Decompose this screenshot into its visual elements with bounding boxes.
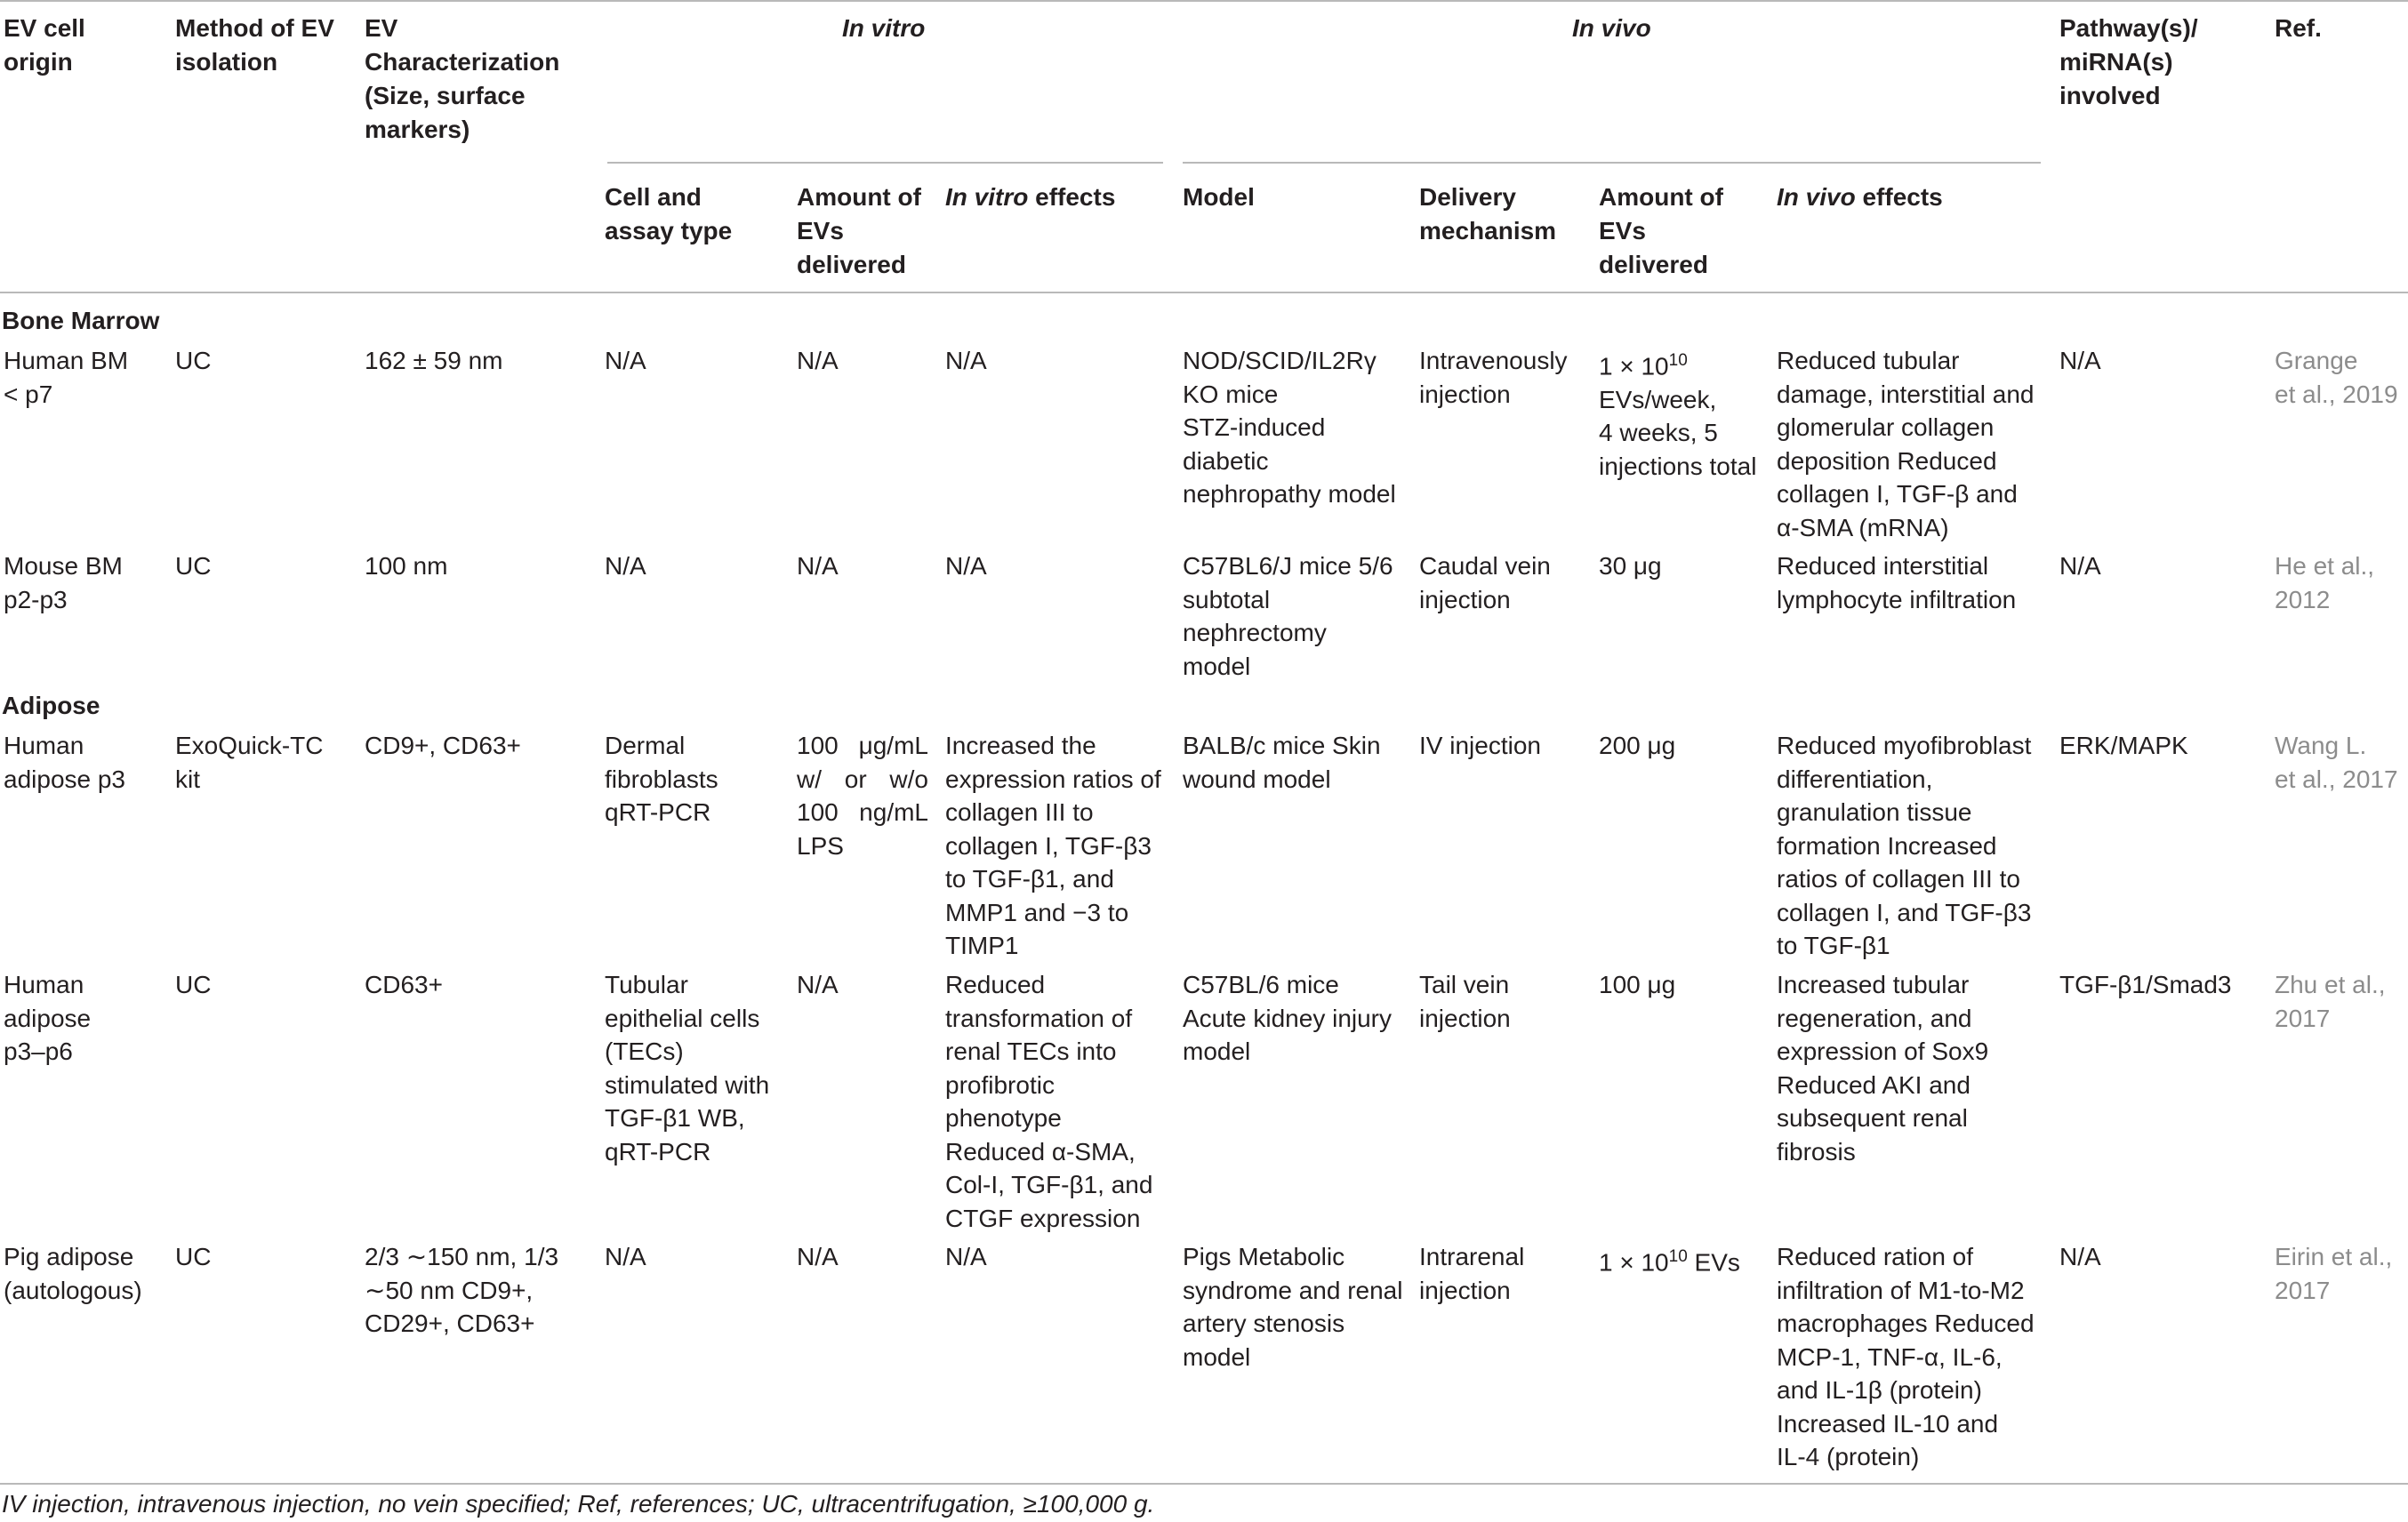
cell-line: injection <box>1419 1276 1511 1304</box>
cell-line: fibroblasts <box>605 765 718 793</box>
row-human-bm-characterization <box>365 344 502 378</box>
cell-line: 4 weeks, 5 <box>1599 419 1718 447</box>
row-human-adipose-p3p6-pathway <box>2059 968 2231 1002</box>
cell-line: Caudal vein <box>1419 552 1551 580</box>
cell-line: diabetic <box>1183 446 1269 475</box>
cell-line: Increased tubular <box>1777 971 1970 998</box>
cell-line: 30 μg <box>1599 552 1662 580</box>
header-method-of-ev-isolation: Method of EV isolation <box>175 14 334 76</box>
cell-line: IV injection <box>1419 732 1541 759</box>
cell-line: N/A <box>797 971 839 998</box>
cell-line: NOD/SCID/IL2Rγ <box>1183 347 1377 374</box>
row-pig-adipose-delivery <box>1419 1240 1524 1307</box>
cell-line: to TGF-β1 <box>1777 932 1890 959</box>
cell-line: formation Increased <box>1777 831 1997 860</box>
cell-line: Intravenously <box>1419 347 1568 374</box>
cell-line: TGF-β1 WB, <box>605 1104 745 1132</box>
cell-line: < p7 <box>4 380 53 408</box>
amount-prefix: 1 × 10 <box>1599 1248 1669 1277</box>
header-amount-in-vivo: Amount of EVs delivered <box>1599 183 1723 278</box>
cell-line: N/A <box>2059 552 2101 580</box>
ref-line[interactable]: Grange <box>2275 347 2358 374</box>
cell-line: Col-I, TGF-β1, and <box>945 1171 1153 1198</box>
table-bottom-rule <box>0 1483 2408 1485</box>
ref-line[interactable]: Wang L. <box>2275 732 2367 759</box>
row-pig-adipose-amount-vivo <box>1599 1240 1740 1279</box>
header-in-vivo-effects-rest: effects <box>1855 183 1943 211</box>
row-human-adipose-p3-ref[interactable] <box>2275 729 2398 796</box>
cell-line: ratios of collagen III to <box>1777 865 2020 893</box>
row-human-adipose-p3p6-effects-vivo <box>1777 968 1988 1168</box>
in-vitro-group-rule <box>607 162 1163 164</box>
cell-line <box>1599 344 1756 383</box>
cell-line: Human <box>4 971 84 998</box>
in-vivo-group-rule <box>1183 162 2041 164</box>
cell-line: macrophages Reduced <box>1777 1310 2035 1337</box>
cell-line: STZ-induced <box>1183 413 1326 441</box>
cell-line: phenotype <box>945 1104 1062 1132</box>
row-mouse-bm-model <box>1183 549 1393 683</box>
cell-line: N/A <box>797 347 839 374</box>
cell-line: MMP1 and −3 to <box>945 898 1129 926</box>
ref-line[interactable]: et al., 2019 <box>2275 380 2398 408</box>
cell-line: Human BM <box>4 347 129 374</box>
cell-line: N/A <box>605 347 646 374</box>
row-mouse-bm-characterization <box>365 549 447 583</box>
row-human-adipose-p3p6-effects-vitro <box>945 968 1152 1235</box>
header-bottom-rule <box>0 292 2408 293</box>
cell-line: Reduced tubular <box>1777 347 1960 374</box>
row-mouse-bm-method <box>175 549 211 583</box>
row-pig-adipose-effects-vivo <box>1777 1240 2035 1474</box>
cell-line: CTGF expression <box>945 1204 1141 1232</box>
cell-line: 100 ng/mL <box>797 798 928 826</box>
cell-line: syndrome and renal <box>1183 1276 1403 1304</box>
table-footnote: IV injection, intravenous injection, no vein specified; Ref, references; UC, ultracentrifugation, ≥100,000 g. <box>2 1490 1155 1518</box>
cell-line: 100 nm <box>365 552 448 580</box>
cell-line: ExoQuick-TC <box>175 732 324 759</box>
cell-line: (TECs) <box>605 1037 684 1065</box>
cell-line: regeneration, and <box>1777 1004 1972 1032</box>
row-human-adipose-p3-amount-vitro <box>797 729 928 862</box>
ref-line[interactable]: et al., 2017 <box>2275 765 2398 793</box>
row-human-adipose-p3-pathway <box>2059 729 2188 763</box>
row-human-adipose-p3-model <box>1183 729 1381 796</box>
row-human-adipose-p3p6-ref[interactable] <box>2275 968 2386 1035</box>
row-pig-adipose-effects-vitro <box>945 1240 987 1274</box>
section-title-adipose: Adipose <box>2 692 100 719</box>
cell-line: N/A <box>797 552 839 580</box>
row-human-adipose-p3p6-amount-vivo <box>1599 968 1675 1002</box>
cell-line: model <box>1183 1342 1251 1371</box>
cell-line: nephrectomy <box>1183 619 1327 646</box>
cell-line: Pigs Metabolic <box>1183 1243 1345 1270</box>
cell-line: N/A <box>945 1243 987 1270</box>
cell-line: EVs/week, <box>1599 385 1717 413</box>
row-pig-adipose-amount-vitro <box>797 1240 839 1274</box>
amount-suffix: EVs <box>1687 1248 1740 1277</box>
cell-line: lymphocyte infiltration <box>1777 585 2017 613</box>
cell-line: TIMP1 <box>945 932 1019 959</box>
cell-line: injection <box>1419 1004 1511 1032</box>
header-cell-and-assay-type: Cell and assay type <box>605 183 733 244</box>
cell-line: N/A <box>605 1243 646 1270</box>
cell-line: Increased the <box>945 732 1096 759</box>
cell-line: p3–p6 <box>4 1037 73 1065</box>
amount-exponent: 10 <box>1668 1247 1688 1266</box>
row-human-bm-amount-vitro <box>797 344 839 378</box>
cell-line: N/A <box>797 1243 839 1270</box>
ref-line[interactable]: 2017 <box>2275 1276 2331 1304</box>
cell-line: N/A <box>2059 1243 2101 1270</box>
row-human-adipose-p3p6-amount-vitro <box>797 968 839 1002</box>
row-mouse-bm-origin <box>4 549 123 616</box>
cell-line: CD63+ <box>365 971 443 998</box>
cell-line: artery stenosis <box>1183 1310 1345 1337</box>
header-in-vivo-effects <box>1777 180 1943 214</box>
cell-line: Reduced myofibroblast <box>1777 732 2032 759</box>
cell-line: Human <box>4 732 84 759</box>
cell-line: MCP-1, TNF-α, IL-6, <box>1777 1342 2003 1371</box>
row-pig-adipose-characterization <box>365 1240 558 1341</box>
cell-line: adipose <box>4 1004 92 1032</box>
cell-line: model <box>1183 1037 1251 1065</box>
cell-line: Tubular <box>605 971 688 998</box>
header-ref: Ref. <box>2275 14 2322 42</box>
cell-line: CD9+, CD63+ <box>365 732 521 759</box>
cell-line: 2/3 ∼150 nm, 1/3 <box>365 1243 559 1270</box>
cell-line: subsequent renal <box>1777 1104 1968 1132</box>
row-mouse-bm-effects-vitro <box>945 549 987 583</box>
header-in-vivo-effects-italic: In vivo <box>1777 183 1856 211</box>
row-human-adipose-p3-method <box>175 729 323 796</box>
cell-line: C57BL6/J mice 5/6 <box>1183 552 1393 580</box>
row-human-bm-cell-assay <box>605 344 646 378</box>
cell-line: UC <box>175 1243 212 1270</box>
cell-line: differentiation, <box>1777 765 1933 793</box>
cell-line: N/A <box>605 552 646 580</box>
cell-line: and IL-1β (protein) <box>1777 1376 1982 1404</box>
row-mouse-bm-ref[interactable] <box>2275 549 2374 616</box>
row-human-adipose-p3p6-model <box>1183 968 1392 1069</box>
row-pig-adipose-cell-assay <box>605 1240 646 1274</box>
cell-line: expression of Sox9 <box>1777 1037 1989 1065</box>
row-human-adipose-p3p6-delivery <box>1419 968 1511 1035</box>
cell-line: collagen I, and TGF-β3 <box>1777 898 2032 926</box>
row-human-adipose-p3p6-characterization <box>365 968 443 1002</box>
row-human-adipose-p3-effects-vitro <box>945 729 1161 963</box>
row-human-adipose-p3-delivery <box>1419 729 1541 763</box>
cell-line: Tail vein <box>1419 971 1510 998</box>
row-human-adipose-p3-characterization <box>365 729 521 763</box>
cell-line: ∼50 nm CD9+, <box>365 1276 534 1304</box>
row-human-adipose-p3p6-cell-assay <box>605 968 769 1168</box>
cell-line: injection <box>1419 380 1511 408</box>
header-amount-in-vitro: Amount of EVs delivered <box>797 183 921 278</box>
header-in-vitro-effects <box>945 180 1115 214</box>
cell-line: Pig adipose <box>4 1243 134 1270</box>
row-human-bm-model <box>1183 344 1396 511</box>
cell-line: to TGF-β1, and <box>945 865 1114 893</box>
row-pig-adipose-method <box>175 1240 211 1274</box>
row-human-bm-ref[interactable] <box>2275 344 2398 411</box>
cell-line: deposition Reduced <box>1777 446 1997 475</box>
row-human-adipose-p3-cell-assay <box>605 729 718 829</box>
cell-line: injection <box>1419 585 1511 613</box>
header-in-vitro-group: In vitro <box>842 14 926 42</box>
row-pig-adipose-model <box>1183 1240 1402 1374</box>
header-in-vivo-group: In vivo <box>1572 14 1651 42</box>
amount-prefix: 1 × 10 <box>1599 352 1669 380</box>
row-human-bm-amount-vivo <box>1599 344 1756 483</box>
ref-line[interactable]: 2012 <box>2275 585 2331 613</box>
amount-exponent: 10 <box>1668 351 1688 370</box>
cell-line: IL-4 (protein) <box>1777 1443 1920 1470</box>
section-title-bone-marrow: Bone Marrow <box>2 307 160 334</box>
cell-line: UC <box>175 971 212 998</box>
cell-line: infiltration of M1-to-M2 <box>1777 1276 2025 1304</box>
cell-line: qRT-PCR <box>605 1137 711 1166</box>
cell-line: renal TECs into <box>945 1037 1117 1065</box>
header-ev-cell-origin: EV cell origin <box>4 14 85 76</box>
cell-line: Reduced α-SMA, <box>945 1137 1136 1166</box>
ref-line[interactable]: Eirin et al., <box>2275 1243 2393 1270</box>
row-pig-adipose-ref[interactable] <box>2275 1240 2392 1307</box>
row-mouse-bm-amount-vivo <box>1599 549 1662 583</box>
cell-line: N/A <box>945 347 987 374</box>
cell-line: 162 ± 59 nm <box>365 347 503 374</box>
row-mouse-bm-cell-assay <box>605 549 646 583</box>
cell-line: subtotal <box>1183 585 1271 613</box>
row-human-bm-origin <box>4 344 128 411</box>
cell-line: collagen I, TGF-β3 <box>945 831 1152 860</box>
row-pig-adipose-pathway <box>2059 1240 2101 1274</box>
cell-line: granulation tissue <box>1777 798 1972 826</box>
cell-line: w/ or w/o <box>797 765 928 793</box>
ref-line[interactable]: Zhu et al., <box>2275 971 2386 998</box>
row-human-bm-delivery <box>1419 344 1568 411</box>
cell-line: stimulated with <box>605 1070 770 1099</box>
header-model: Model <box>1183 183 1255 211</box>
cell-line: ERK/MAPK <box>2059 732 2188 759</box>
cell-line: 100 μg <box>1599 971 1676 998</box>
cell-line: collagen III to <box>945 798 1094 826</box>
cell-line: UC <box>175 552 212 580</box>
cell-line: epithelial cells <box>605 1004 760 1032</box>
header-pathway: Pathway(s)/ miRNA(s) involved <box>2059 14 2198 109</box>
cell-line: 200 μg <box>1599 732 1676 759</box>
cell-line: glomerular collagen <box>1777 413 1995 441</box>
cell-line: CD29+, CD63+ <box>365 1310 535 1337</box>
cell-line: nephropathy model <box>1183 480 1396 508</box>
cell-line: C57BL/6 mice <box>1183 971 1339 998</box>
cell-line: Reduced AKI and <box>1777 1070 1971 1099</box>
cell-line: Mouse BM <box>4 552 123 580</box>
row-human-bm-effects-vitro <box>945 344 987 378</box>
cell-line: TGF-β1/Smad3 <box>2059 971 2232 998</box>
cell-line: (autologous) <box>4 1276 142 1304</box>
cell-line: 100 μg/mL <box>797 732 928 759</box>
row-human-bm-method <box>175 344 211 378</box>
row-human-adipose-p3p6-method <box>175 968 211 1002</box>
row-human-adipose-p3-origin <box>4 729 125 796</box>
cell-line: collagen I, TGF-β and <box>1777 480 2018 508</box>
row-human-bm-effects-vivo <box>1777 344 2035 544</box>
row-mouse-bm-effects-vivo <box>1777 549 2016 616</box>
cell-line: UC <box>175 347 212 374</box>
cell-line: Dermal <box>605 732 686 759</box>
cell-line: injections total <box>1599 452 1757 480</box>
ref-line[interactable]: 2017 <box>2275 1004 2331 1032</box>
row-mouse-bm-pathway <box>2059 549 2101 583</box>
cell-line: KO mice <box>1183 380 1279 408</box>
row-mouse-bm-delivery <box>1419 549 1551 616</box>
cell-line: p2-p3 <box>4 585 68 613</box>
row-human-adipose-p3-amount-vivo <box>1599 729 1675 763</box>
cell-line: profibrotic <box>945 1070 1055 1099</box>
header-in-vitro-effects-rest: effects <box>1028 183 1116 211</box>
row-pig-adipose-origin <box>4 1240 142 1307</box>
cell-line: qRT-PCR <box>605 798 711 826</box>
cell-line: N/A <box>2059 347 2101 374</box>
cell-line: N/A <box>945 552 987 580</box>
row-mouse-bm-amount-vitro <box>797 549 839 583</box>
cell-line: damage, interstitial and <box>1777 380 2035 408</box>
cell-line: BALB/c mice Skin <box>1183 732 1381 759</box>
header-delivery-mechanism: Delivery mechanism <box>1419 183 1557 244</box>
cell-line: Reduced ration of <box>1777 1243 1974 1270</box>
header-ev-characterization: EV Characterization (Size, surface markers) <box>365 14 560 143</box>
cell-line: Increased IL-10 and <box>1777 1409 1999 1438</box>
row-human-adipose-p3-effects-vivo <box>1777 729 2031 963</box>
cell-line: Acute kidney injury <box>1183 1004 1393 1032</box>
cell-line: Intrarenal <box>1419 1243 1525 1270</box>
ref-line[interactable]: He et al., <box>2275 552 2375 580</box>
cell-line: model <box>1183 652 1251 680</box>
cell-line: LPS <box>797 831 844 860</box>
cell-line: α-SMA (mRNA) <box>1777 513 1949 541</box>
header-in-vitro-effects-italic: In vitro <box>945 183 1029 211</box>
row-human-adipose-p3p6-origin <box>4 968 91 1069</box>
cell-line: transformation of <box>945 1004 1133 1032</box>
cell-line: adipose p3 <box>4 765 126 793</box>
row-human-bm-pathway <box>2059 344 2101 378</box>
cell-line <box>1599 1240 1740 1279</box>
cell-line: wound model <box>1183 765 1331 793</box>
top-rule <box>0 0 2408 2</box>
cell-line: Reduced <box>945 971 1046 998</box>
cell-line: Reduced interstitial <box>1777 552 1989 580</box>
cell-line: kit <box>175 765 200 793</box>
cell-line: expression ratios of <box>945 765 1161 793</box>
cell-line: fibrosis <box>1777 1137 1856 1166</box>
